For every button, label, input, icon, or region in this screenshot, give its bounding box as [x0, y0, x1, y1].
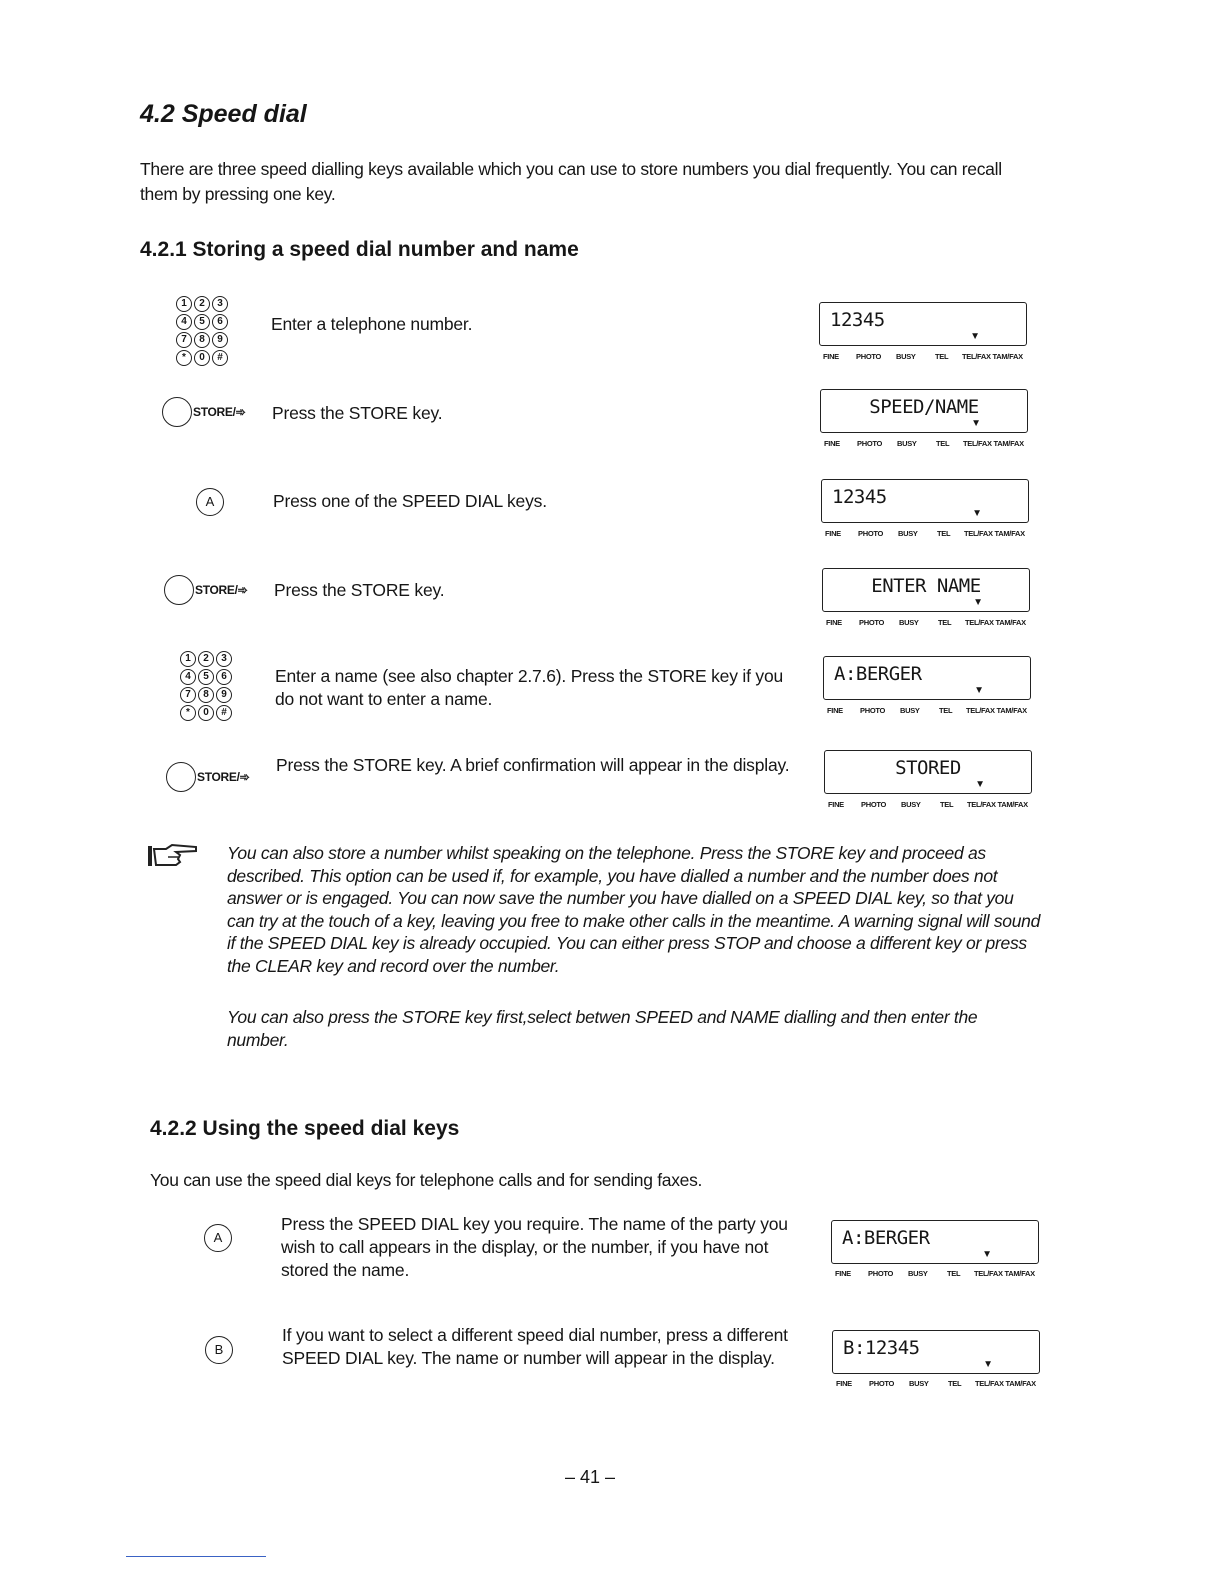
indicator-label: TEL/FAX TAM/FAX: [974, 1269, 1035, 1278]
keypad-key: 2: [198, 651, 214, 667]
indicator-label: TEL: [947, 1269, 961, 1278]
indicator-label: BUSY: [899, 618, 919, 627]
footer-divider: [126, 1556, 266, 1557]
arrow-down-icon: ▼: [973, 597, 983, 608]
indicator-label: TEL: [937, 529, 951, 538]
arrow-down-icon: ▼: [974, 685, 984, 696]
keypad-key: *: [176, 350, 192, 366]
arrow-down-icon: ▼: [982, 1249, 992, 1260]
subsection-1-title: 4.2.1 Storing a speed dial number and name: [140, 238, 579, 261]
step-3-text: Press one of the SPEED DIAL keys.: [273, 491, 547, 511]
lcd-text: A:BERGER: [842, 1227, 930, 1249]
pointing-hand-icon: [146, 843, 200, 869]
keypad-key: 4: [176, 314, 192, 330]
indicator-label: BUSY: [908, 1269, 928, 1278]
indicator-label: PHOTO: [860, 706, 886, 715]
use-step-1-text: Press the SPEED DIAL key you require. The name of the party you wish to call appears in the display, or the number, if you have not stored the name.: [281, 1214, 788, 1280]
lcd-text: 12345: [830, 309, 885, 331]
subsection-2-intro: You can use the speed dial keys for telephone calls and for sending faxes.: [150, 1170, 703, 1190]
indicator-label: BUSY: [896, 352, 916, 361]
keypad-key: 2: [194, 296, 210, 312]
store-key-icon: STORE/➾: [166, 762, 249, 792]
indicator-label: PHOTO: [859, 618, 885, 627]
keypad-key: 5: [194, 314, 210, 330]
store-key-icon: STORE/➾: [164, 575, 247, 605]
lcd-display: [819, 302, 1027, 346]
lcd-text: A:BERGER: [834, 663, 922, 685]
status-indicators: [835, 1269, 1047, 1279]
keypad-key: 8: [194, 332, 210, 348]
indicator-label: BUSY: [897, 439, 917, 448]
indicator-label: TEL: [948, 1379, 962, 1388]
indicator-label: TEL/FAX TAM/FAX: [964, 529, 1025, 538]
indicator-label: TEL/FAX TAM/FAX: [962, 352, 1023, 361]
status-indicators: [826, 618, 1038, 628]
lcd-text: STORED: [895, 757, 961, 779]
speed-dial-key-a-icon: A: [196, 488, 224, 516]
keypad-key: 7: [176, 332, 192, 348]
keypad-key: *: [180, 705, 196, 721]
indicator-label: FINE: [836, 1379, 852, 1388]
indicator-label: BUSY: [898, 529, 918, 538]
lcd-display: [832, 1330, 1040, 1374]
keypad-key: 6: [212, 314, 228, 330]
step-6-text: Press the STORE key. A brief confirmation will appear in the display.: [276, 755, 790, 775]
lcd-display: [821, 479, 1029, 523]
indicator-label: TEL/FAX TAM/FAX: [966, 706, 1027, 715]
store-key-icon: STORE/➾: [162, 397, 245, 427]
keypad-key: 3: [216, 651, 232, 667]
indicator-label: TEL/FAX TAM/FAX: [963, 439, 1024, 448]
indicator-label: TEL/FAX TAM/FAX: [965, 618, 1026, 627]
status-indicators: [823, 352, 1035, 362]
indicator-label: FINE: [823, 352, 839, 361]
keypad-key: 7: [180, 687, 196, 703]
lcd-text: B:12345: [843, 1337, 920, 1359]
indicator-label: PHOTO: [869, 1379, 895, 1388]
store-key-label: STORE/: [193, 405, 236, 419]
indicator-label: TEL: [938, 618, 952, 627]
keypad-key: 5: [198, 669, 214, 685]
keypad-key: #: [212, 350, 228, 366]
step-4-text: Press the STORE key.: [274, 580, 445, 600]
lcd-text: SPEED/NAME: [869, 396, 979, 418]
indicator-label: FINE: [828, 800, 844, 809]
indicator-label: FINE: [824, 439, 840, 448]
keypad-icon: [180, 651, 244, 723]
status-indicators: [827, 706, 1039, 716]
indicator-label: TEL: [940, 800, 954, 809]
lcd-display: [822, 568, 1030, 612]
use-step-2-text: If you want to select a different speed dial number, press a different SPEED DIAL key. The name or number will appear in the display.: [282, 1325, 788, 1368]
lcd-display: [820, 389, 1028, 433]
speed-dial-key-b-icon: B: [205, 1336, 233, 1364]
lcd-display: [823, 656, 1031, 700]
keypad-key: 1: [176, 296, 192, 312]
indicator-label: BUSY: [900, 706, 920, 715]
indicator-label: TEL: [939, 706, 953, 715]
keypad-key: 4: [180, 669, 196, 685]
note-paragraph-1: You can also store a number whilst speaking on the telephone. Press the STORE key and proceed as described. This option can be used if, for example, you have dialled a number and the number does not answer or is engaged. You can now save the number you have dialled on a SPEED DIAL key, so that you can try at the touch of a key, leaving you free to make other calls in the meantime. A warning signal will sound if the SPEED DIAL key is already occupied. You can either press STOP and choose a different key or press the CLEAR key and record over the number.: [227, 843, 1040, 976]
keypad-key: 6: [216, 669, 232, 685]
arrow-down-icon: ▼: [972, 508, 982, 519]
arrow-down-icon: ▼: [971, 418, 981, 429]
indicator-label: TEL: [935, 352, 949, 361]
section-intro: There are three speed dialling keys available which you can use to store numbers you dial frequently. You can recall them by pressing one key.: [140, 159, 1002, 204]
keypad-key: #: [216, 705, 232, 721]
status-indicators: [825, 529, 1037, 539]
indicator-label: PHOTO: [858, 529, 884, 538]
indicator-label: BUSY: [901, 800, 921, 809]
section-title: 4.2 Speed dial: [140, 100, 307, 128]
arrow-down-icon: ▼: [970, 331, 980, 342]
lcd-text: ENTER NAME: [871, 575, 981, 597]
step-1-text: Enter a telephone number.: [271, 314, 473, 334]
indicator-label: TEL/FAX TAM/FAX: [967, 800, 1028, 809]
indicator-label: PHOTO: [856, 352, 882, 361]
step-2-text: Press the STORE key.: [272, 403, 443, 423]
keypad-key: 0: [198, 705, 214, 721]
keypad-key: 9: [216, 687, 232, 703]
status-indicators: [828, 800, 1040, 810]
indicator-label: FINE: [826, 618, 842, 627]
indicator-label: TEL/FAX TAM/FAX: [975, 1379, 1036, 1388]
indicator-label: PHOTO: [868, 1269, 894, 1278]
lcd-text: 12345: [832, 486, 887, 508]
subsection-2-title: 4.2.2 Using the speed dial keys: [150, 1117, 460, 1140]
store-key-label: STORE/: [197, 770, 240, 784]
indicator-label: PHOTO: [857, 439, 883, 448]
speed-dial-key-a-icon: A: [204, 1224, 232, 1252]
indicator-label: FINE: [827, 706, 843, 715]
indicator-label: FINE: [835, 1269, 851, 1278]
keypad-icon: [176, 296, 240, 368]
step-5-text: Enter a name (see also chapter 2.7.6). Press the STORE key if you do not want to enter a name.: [275, 666, 784, 709]
lcd-display: [831, 1220, 1039, 1264]
keypad-key: 3: [212, 296, 228, 312]
indicator-label: PHOTO: [861, 800, 887, 809]
lcd-display: [824, 750, 1032, 794]
status-indicators: [836, 1379, 1048, 1389]
keypad-key: 9: [212, 332, 228, 348]
indicator-label: FINE: [825, 529, 841, 538]
note-paragraph-2: You can also press the STORE key first,select betwen SPEED and NAME dialling and then enter the number.: [227, 1007, 978, 1050]
arrow-down-icon: ▼: [975, 779, 985, 790]
status-indicators: [824, 439, 1036, 449]
keypad-key: 8: [198, 687, 214, 703]
indicator-label: BUSY: [909, 1379, 929, 1388]
keypad-key: 0: [194, 350, 210, 366]
keypad-key: 1: [180, 651, 196, 667]
store-key-label: STORE/: [195, 583, 238, 597]
arrow-down-icon: ▼: [983, 1359, 993, 1370]
page-number: – 41 –: [564, 1467, 616, 1487]
indicator-label: TEL: [936, 439, 950, 448]
